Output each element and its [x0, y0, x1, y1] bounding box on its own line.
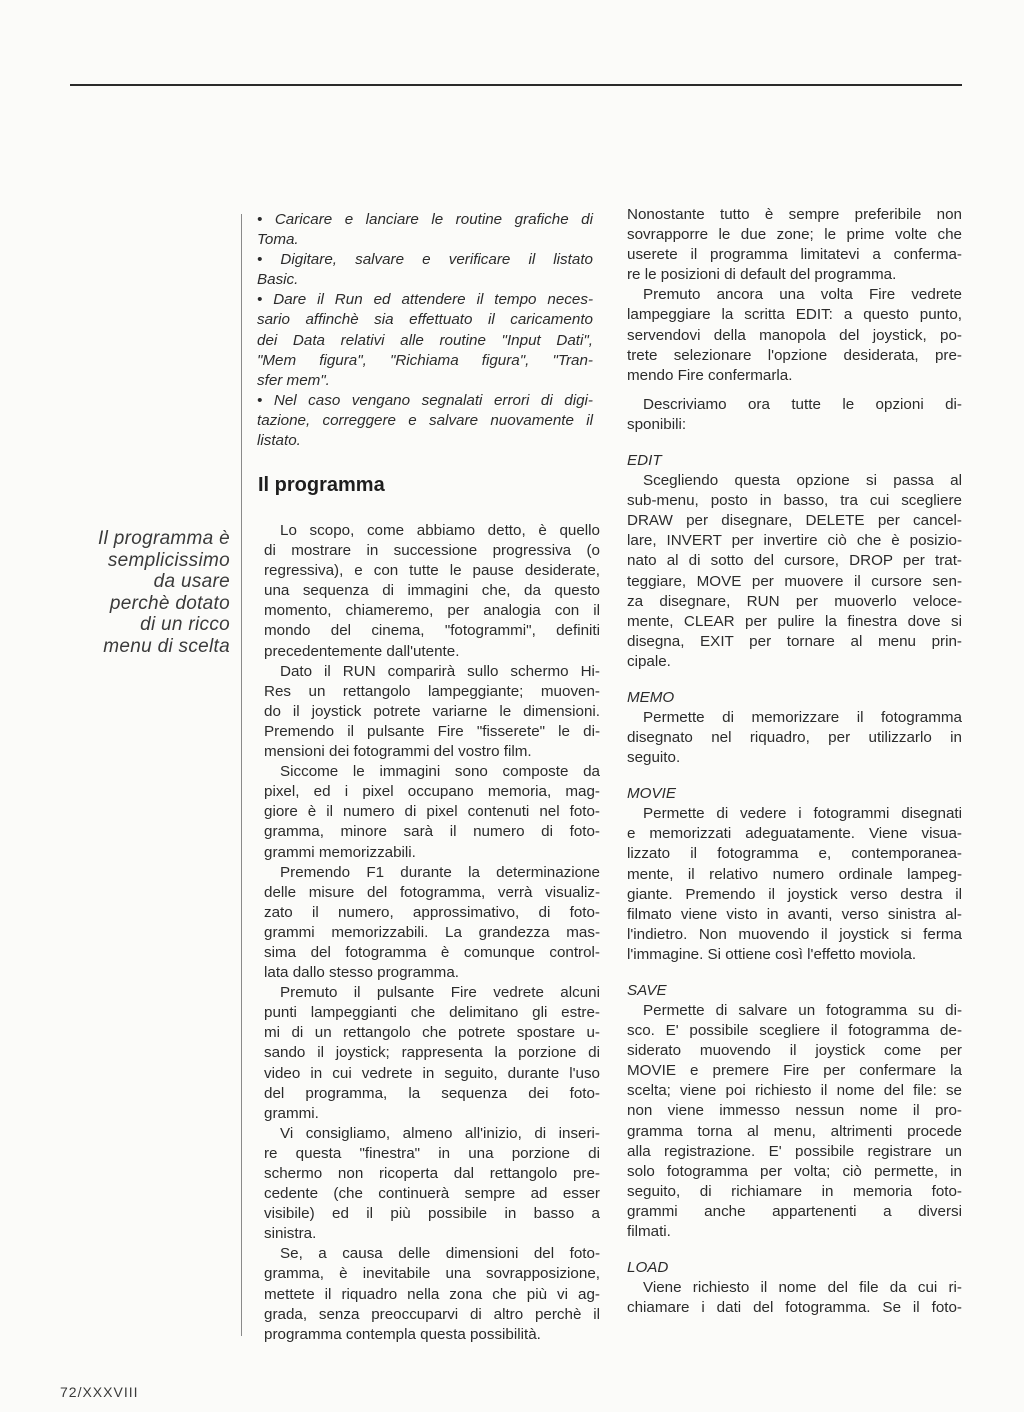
- text-line: sub-menu, posto in basso, tra cui scegliere: [627, 492, 962, 510]
- text-line: alla registrazione. E' possibile registrare un: [627, 1142, 962, 1160]
- body-column-middle: [264, 521, 600, 1345]
- text-line: Premendo il pulsante Fire "fisserete" le di-: [264, 722, 600, 740]
- text-line: MOVIE e premere Fire per confermare la: [627, 1062, 962, 1080]
- text-line: l'immagine. Si ottiene così l'effetto moviola.: [627, 945, 917, 963]
- text-line: Res un rettangolo lampeggiante; muoven-: [264, 682, 600, 700]
- text-line: del programma, la sequenza dei foto-: [264, 1084, 600, 1102]
- text-line: sario affinchè sia effettuato il caricamento: [257, 311, 593, 329]
- text-line: Permette di salvare un fotogramma su di-: [643, 1002, 962, 1019]
- bullet-list: [257, 210, 593, 451]
- text-line: grammi anche appartenenti a diversi: [627, 1202, 962, 1220]
- text-line: giante. Premendo il joystick verso destra il: [627, 885, 962, 903]
- text-line: grada, senza preoccuparvi di altro perchè il: [264, 1305, 600, 1323]
- text-line: delle misure del fotogramma, verrà visualiz-: [264, 883, 600, 901]
- text-line: gramma, è inevitabile una sovrapposizione,: [264, 1265, 600, 1283]
- text-line: giore è il numero di pixel contenuti nel foto-: [264, 803, 600, 821]
- text-line: dei Data relativi alle routine "Input Dati",: [257, 331, 593, 349]
- text-line: mente, CLEAR per pulire la finestra dove si: [627, 612, 962, 630]
- text-line: visibile) ed il più possibile in basso a: [264, 1205, 600, 1223]
- text-line: Descriviamo ora tutte le opzioni di-: [643, 395, 962, 413]
- text-line: pixel, ed i pixel occupano memoria, mag-: [264, 783, 600, 801]
- text-line: lizzato il fotogramma e, contemporanea-: [627, 845, 962, 863]
- page-number: 72/XXXVIII: [60, 1384, 139, 1400]
- pull-quote-line: perchè dotato: [109, 592, 230, 614]
- text-line: Permette di memorizzare il fotogramma: [643, 708, 962, 726]
- text-line: Viene richiesto il nome del file da cui ri-: [643, 1279, 962, 1297]
- text-line: e memorizzati adeguatamente. Viene visua-: [627, 825, 962, 843]
- option-heading: MEMO: [627, 688, 675, 706]
- text-line: chiamare i dati del fotogramma. Se il foto-: [627, 1299, 962, 1317]
- text-line: userete il programma limitatevi a conferma-: [627, 246, 962, 264]
- text-line: solo fotogramma per volta; ciò permette, in: [627, 1162, 962, 1180]
- text-line: re le posizioni di default del programma.: [627, 266, 897, 284]
- text-line: scelta; viene poi richiesto il nome del file: se: [627, 1082, 962, 1100]
- text-line: nato al di sotto del cursore, DROP per trat-: [627, 552, 962, 570]
- text-line: sponibili:: [627, 415, 687, 433]
- header-rule: [70, 84, 962, 86]
- text-line: regressiva), e con tutte le pause desiderate,: [264, 562, 600, 580]
- text-line: Siccome le immagini sono composte da: [280, 763, 600, 781]
- text-line: una sequenza di immagini che, da questo: [264, 582, 600, 600]
- text-line: lampeggiare la scritta EDIT: a questo punto,: [627, 306, 962, 324]
- pull-quote-line: di un ricco: [140, 614, 230, 636]
- text-line: grammi memorizzabili. La grandezza mas-: [264, 923, 600, 941]
- text-line: precedentemente dall'utente.: [264, 642, 460, 660]
- body-column-right: [627, 205, 962, 1318]
- text-line: punti lampeggianti che delimitano gli estre-: [264, 1004, 600, 1022]
- text-line: Permette di vedere i fotogrammi disegnati: [643, 805, 962, 823]
- section-title: Il programma: [258, 474, 385, 496]
- text-line: mi di un rettangolo che potrete spostare u-: [264, 1024, 600, 1042]
- text-line: siderato muovendo il joystick come per: [627, 1042, 962, 1060]
- text-line: Nonostante tutto è sempre preferibile non: [627, 206, 962, 223]
- text-line: • Nel caso vengano segnalati errori di digi-: [257, 391, 593, 409]
- text-line: za disegnare, RUN per muoverlo veloce-: [627, 592, 962, 610]
- text-line: Premuto ancora una volta Fire vedrete: [643, 286, 962, 304]
- text-line: listato.: [257, 432, 301, 450]
- text-line: sco. E' possibile scegliere il fotogramma de-: [627, 1022, 962, 1040]
- text-line: teggiare, MOVE per muovere il cursore sen-: [627, 572, 962, 590]
- option-heading: MOVIE: [627, 785, 676, 803]
- text-line: Basic.: [257, 271, 299, 289]
- text-line: tazione, correggere e salvare nuovamente il: [257, 411, 593, 429]
- text-line: • Digitare, salvare e verificare il listato: [257, 251, 593, 269]
- text-line: Premuto il pulsante Fire vedrete alcuni: [280, 984, 600, 1002]
- text-line: programma contempla questa possibilità.: [264, 1325, 541, 1343]
- text-line: do il joystick potrete variarne le dimensioni.: [264, 702, 600, 720]
- text-line: video in cui vedrete in seguito, durante l'uso: [264, 1064, 600, 1082]
- text-line: seguito.: [627, 749, 681, 767]
- text-line: momento, chiameremo, per analogia con il: [264, 602, 600, 620]
- pull-quote: [40, 528, 230, 658]
- column-margin-rule: [241, 214, 242, 1336]
- text-line: sima del fotogramma è comunque control-: [264, 943, 600, 961]
- pull-quote-line: menu di scelta: [103, 635, 230, 657]
- text-line: zato il numero, approssimativo, di foto-: [264, 903, 600, 921]
- text-line: cipale.: [627, 652, 671, 670]
- text-line: mensioni dei fotogrammi del vostro film.: [264, 743, 532, 761]
- text-line: l'indietro. Non muovendo il joystick si ferma: [627, 925, 962, 943]
- text-line: Toma.: [257, 231, 299, 249]
- text-line: grammi memorizzabili.: [264, 843, 416, 861]
- pull-quote-line: Il programma è: [98, 528, 230, 549]
- text-line: mondo del cinema, "fotogrammi", definiti: [264, 622, 600, 640]
- text-line: schermo non ricoperta dal rettangolo pre-: [264, 1165, 600, 1182]
- pull-quote-line: da usare: [153, 571, 230, 593]
- text-line: gramma, minore sarà il numero di foto-: [264, 823, 600, 841]
- option-heading: SAVE: [627, 982, 667, 999]
- text-line: "Mem figura", "Richiama figura", "Tran-: [257, 351, 593, 369]
- text-line: mente, il relativo numero ordinale lampeg-: [627, 865, 962, 883]
- text-line: sovrapporre le due zone; le prime volte che: [627, 226, 962, 244]
- text-line: sfer mem".: [257, 371, 330, 389]
- option-heading: EDIT: [627, 452, 662, 470]
- text-line: DRAW per disegnare, DELETE per cancel-: [627, 512, 962, 530]
- text-line: lare, INVERT per invertire ciò che è posizio-: [627, 532, 962, 550]
- text-line: disegna, EXIT per tornare al menu prin-: [627, 632, 962, 650]
- text-line: gramma torna al menu, altrimenti procede: [627, 1122, 962, 1140]
- text-line: Se, a causa delle dimensioni del foto-: [280, 1245, 600, 1263]
- text-line: trete selezionare l'opzione desiderata, pre-: [627, 346, 962, 364]
- text-line: • Dare il Run ed attendere il tempo neces-: [257, 291, 593, 309]
- text-line: seguito, di richiamare in memoria foto-: [627, 1182, 962, 1200]
- text-line: Premendo F1 durante la determinazione: [280, 863, 600, 881]
- option-heading: LOAD: [627, 1259, 669, 1277]
- text-line: sando il joystick; rappresenta la porzione di: [264, 1044, 600, 1062]
- text-line: servendovi della manopola del joystick, po-: [627, 326, 962, 344]
- text-line: Scegliendo questa opzione si passa al: [643, 472, 962, 490]
- text-line: • Caricare e lanciare le routine grafiche di: [257, 211, 593, 228]
- text-line: lata dallo stesso programma.: [264, 964, 459, 982]
- text-line: Vi consigliamo, almeno all'inizio, di inseri-: [280, 1124, 600, 1142]
- text-line: non viene immesso nessun nome il pro-: [627, 1102, 962, 1120]
- text-line: grammi.: [264, 1104, 319, 1122]
- text-line: re questa "finestra" in una porzione di: [264, 1144, 600, 1162]
- text-line: Dato il RUN comparirà sullo schermo Hi-: [280, 662, 600, 680]
- text-line: disegnato nel riquadro, per utilizzarlo in: [627, 729, 962, 747]
- text-line: Lo scopo, come abbiamo detto, è quello: [280, 522, 600, 539]
- pull-quote-line: semplicissimo: [107, 549, 230, 571]
- text-line: cedente (che continuerà sempre ad esser: [264, 1185, 600, 1203]
- text-line: sinistra.: [264, 1225, 317, 1243]
- text-line: mendo Fire confermarla.: [627, 366, 793, 384]
- text-line: filmato viene visto in avanti, verso sinistra al-: [627, 905, 962, 923]
- text-line: mettete il riquadro nella zona che più vi ag-: [264, 1285, 600, 1303]
- text-line: di mostrare in successione progressiva (o: [264, 542, 600, 560]
- text-line: filmati.: [627, 1223, 671, 1241]
